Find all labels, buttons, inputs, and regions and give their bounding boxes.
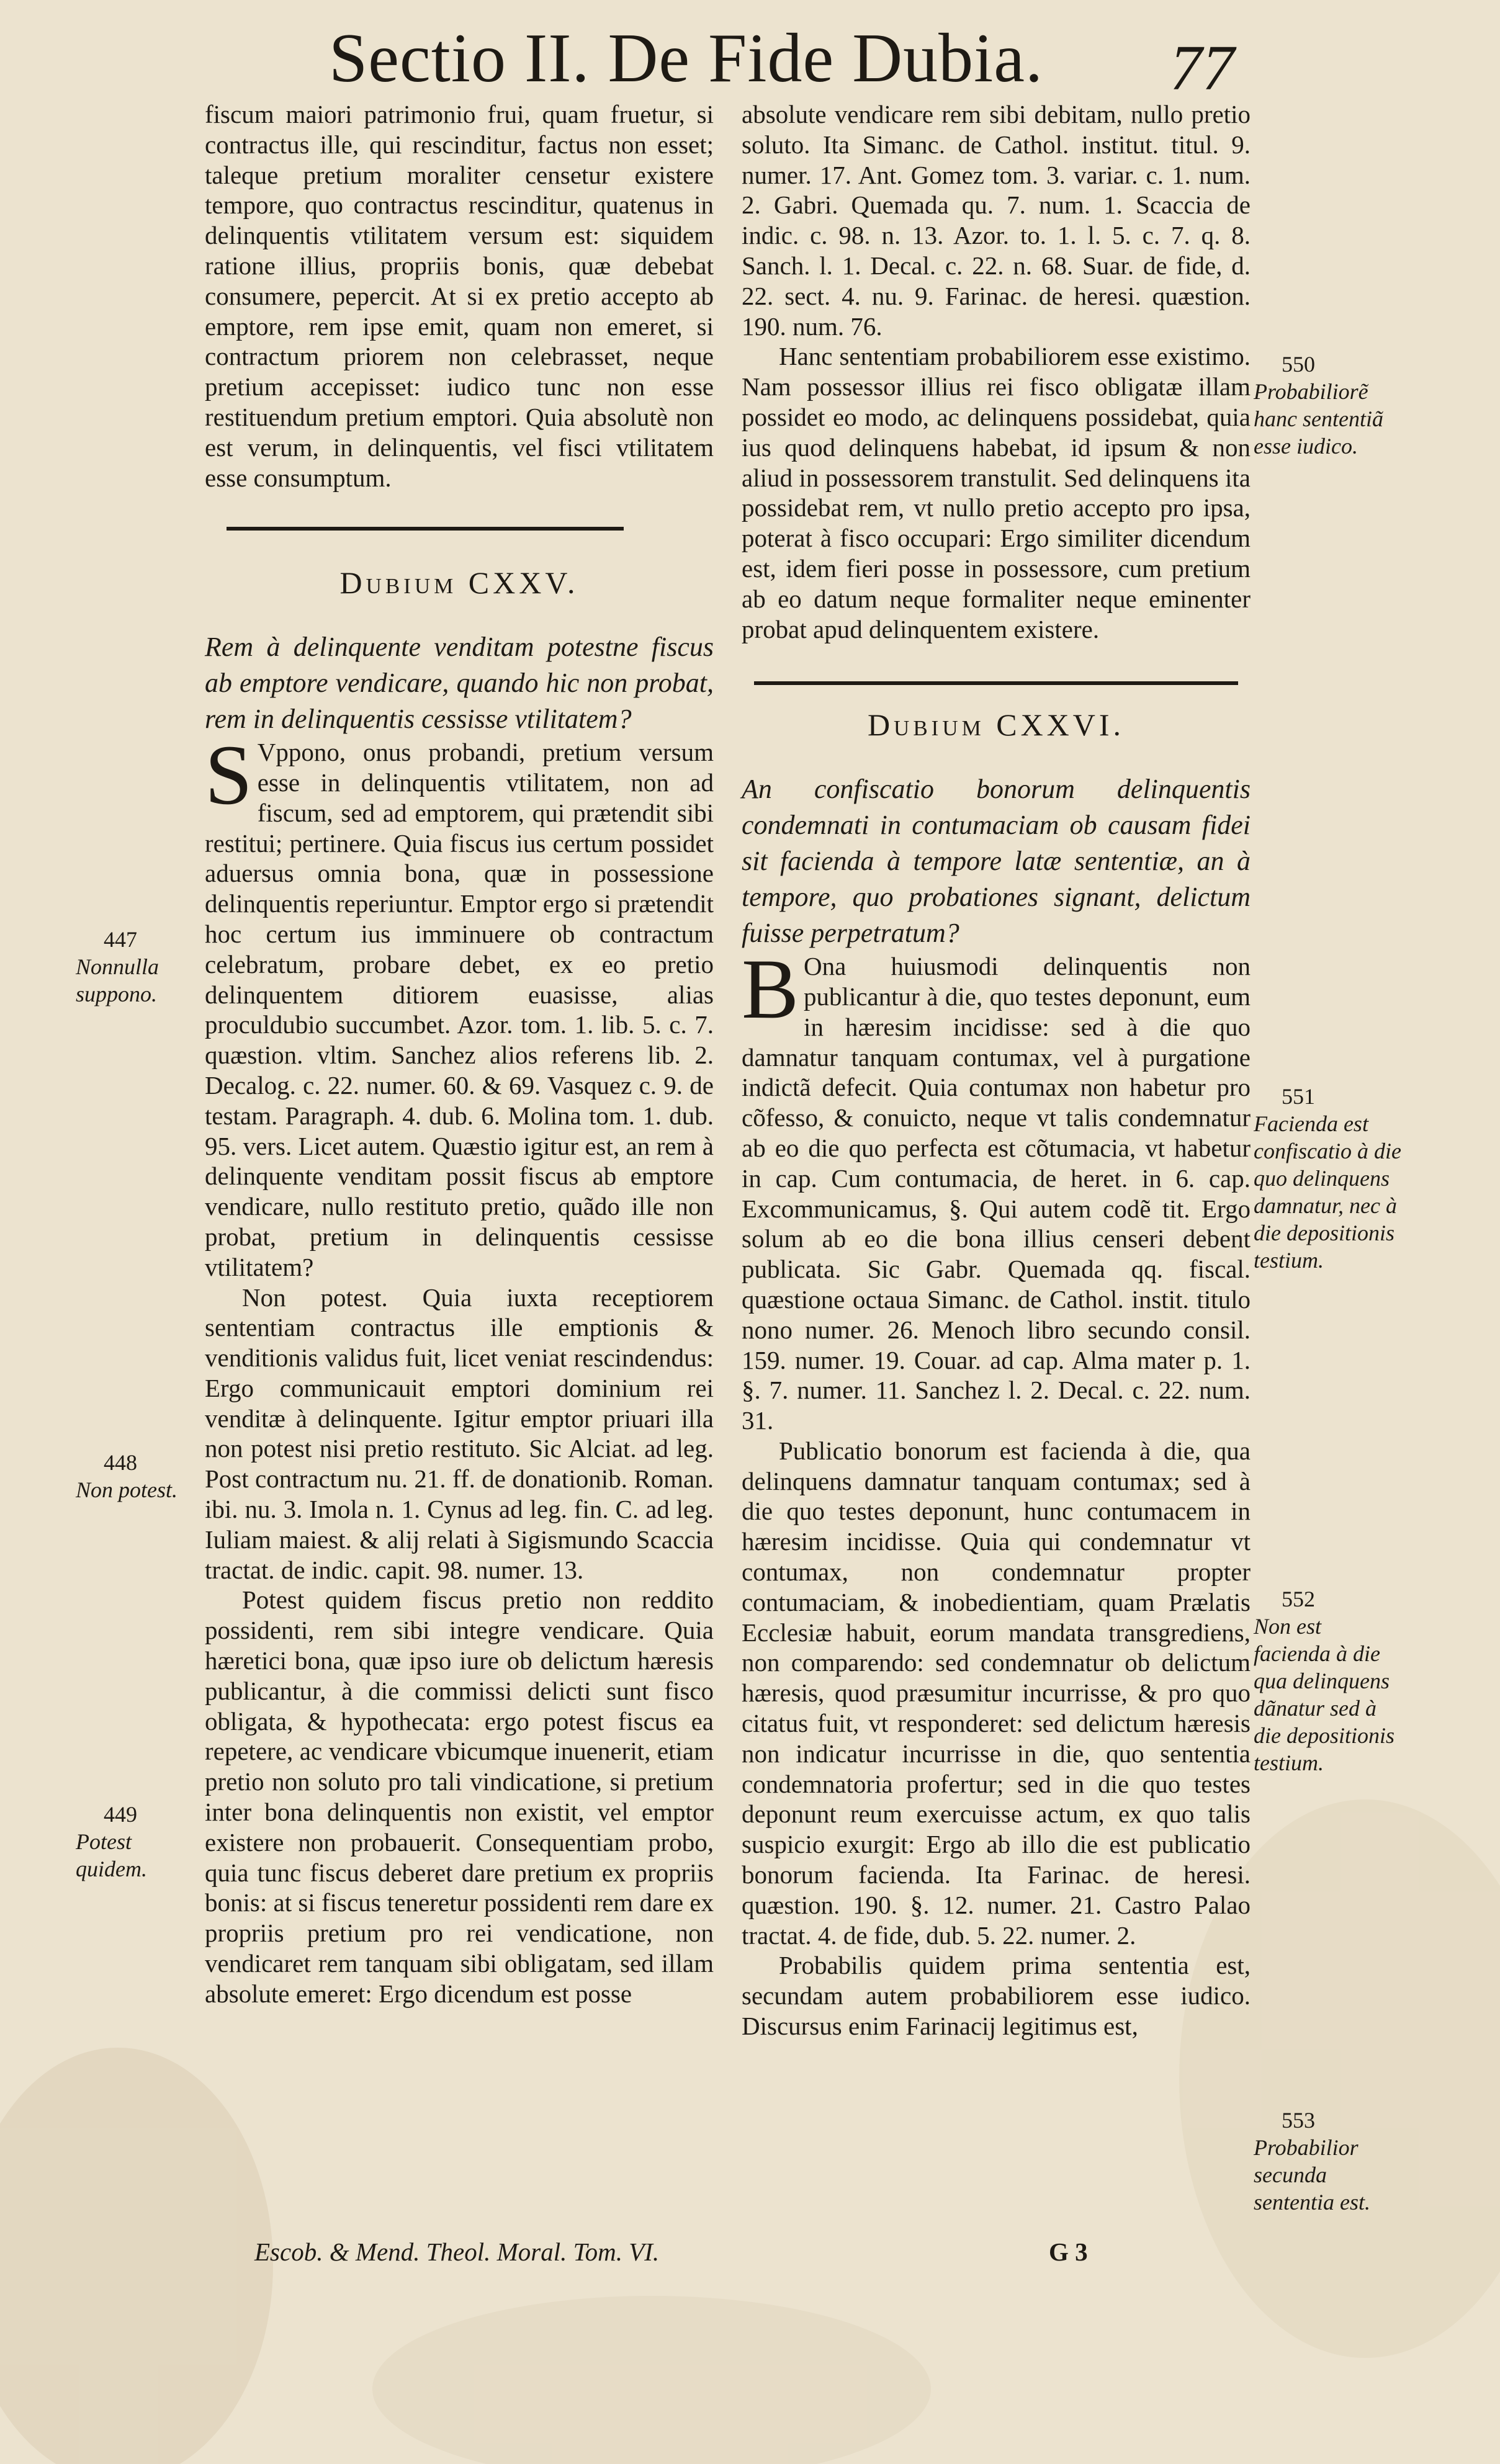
paragraph-448: Non potest. Quia iuxta receptiorem sententiam contractus ille emptionis & venditionis validus fuit, licet veniat rescindendus: Ergo communicauit emptori dominium rei venditæ à delinquente. Igitur emptor priuari illa non potest nisi pretio restituto. Sic Alciat. ad leg. Post contractum nu. 21. ff. de donationib. Roman. ibi. nu. 3. Imola n. 1. Cynus ad leg. fin. C. ad leg. Iuliam maiest. & alij relati à Sigismundo Scaccia tractat. de indic. capit. 98. numer. 13.: [205, 1283, 714, 1584]
margin-note-447: [76, 926, 206, 1008]
margin-note-text: Facienda est confiscatio à die quo delinquens damnatur, nec à die depositionis testium.: [1254, 1111, 1401, 1273]
dubium-heading: Dubium CXXV.: [339, 565, 579, 601]
dubium-heading: Dubium CXXVI.: [867, 707, 1125, 743]
page-header-title: Sectio II. De Fide Dubia.: [329, 20, 1043, 97]
question-heading: An confiscatio bonorum delinquentis condemnati in contumaciam ob causam fidei sit facienda à tempore latæ sententiæ, an à tempore, quo probationes signant, delictum fuisse perpetratum?: [742, 774, 1251, 949]
running-footer: Escob. & Mend. Theol. Moral. Tom. VI.: [254, 2238, 660, 2266]
signature-mark: G 3: [1049, 2238, 1088, 2266]
section-divider: [227, 527, 624, 531]
margin-note-448: [76, 1449, 206, 1503]
margin-note-number: 551: [1282, 1084, 1315, 1109]
margin-note-number: 447: [104, 927, 137, 952]
paragraph-551: [742, 941, 1251, 1436]
paragraph-553: Probabilis quidem prima sententia est, secundam autem probabiliorem esse iudico. Discursus enim Farinacij legitimus est,: [742, 1951, 1251, 2041]
left-column: [205, 99, 714, 2009]
drop-cap: S: [205, 727, 253, 823]
question-heading: Rem à delinquente venditam potestne fiscus ab emptore vendicare, quando hic non probat, rem in delinquentis cessisse vtilitatem?: [205, 632, 714, 735]
right-intro-paragraph: absolute vendicare rem sibi debitam, nullo pretio soluto. Ita Simanc. de Cathol. institut. titul. 9. numer. 17. Ant. Gomez tom. 3. variar. c. 1. num. 2. Gabri. Quemada qu. 7. num. 1. Scaccia de indic. c. 98. n. 13. Azor. to. 1. l. 5. c. 7. q. 8. Sanch. l. 1. Decal. c. 22. n. 68. Suar. de fide, d. 22. sect. 4. nu. 9. Farinac. de heresi. quæstion. 190. num. 76.: [742, 100, 1251, 341]
paragraph-552: Publicatio bonorum est facienda à die, qua delinquens damnatur tanquam contumax; sed à die quo testes deponunt, hunc contumacem in hæresim incidisse. Quia qui condemnatur vt contumax, non condemnatur propter contumaciam, & inobedientiam, quam Prælatis Ecclesiæ habuit, eorum mandata transgrediens, non comparendo: sed condemnatur ob delictum hæresis, quod præsumitur incurrisse, & pro quo citatus fuit, vt responderet: sed delictum hæresis non indicatur incurrisse in die, quo sententia condemnatoria profertur; sed in die quo testes deponunt reum exercuisse actum, ex quo talis suspicio exurgit: Ergo ab illo die est publicatio bonorum facienda. Ita Farinac. de heresi. quæstion. 190. §. 12. numer. 21. Castro Palao tractat. 4. de fide, dub. 5. 22. numer. 2.: [742, 1436, 1251, 1950]
right-column: [742, 99, 1251, 2041]
margin-note-550: [1254, 351, 1403, 460]
page-number: 77: [1170, 32, 1234, 104]
margin-note-553: [1254, 2107, 1403, 2216]
margin-note-text: Non est facienda à die qua delinquens dãnatur sed à die depositionis testium.: [1254, 1614, 1394, 1775]
margin-note-text: Probabilior secunda sententia est.: [1254, 2135, 1370, 2215]
margin-note-number: 553: [1282, 2108, 1315, 2133]
margin-note-449: [76, 1801, 206, 1883]
margin-note-text: Probabiliorẽ hanc sententiã esse iudico.: [1254, 379, 1383, 459]
section-divider: [754, 681, 1238, 685]
left-intro-paragraph: fiscum maiori patrimonio frui, quam fruetur, si contractus ille, qui rescinditur, factus non esset; taleque pretium moraliter censetur existere tempore, quo contractus rescinditur, quatenus in delinquentis vtilitatem versum est: siquidem ratione illius, propriis bonis, quæ debebat consumere, pepercit. At si ex pretio accepto ab emptore, rem ipse emit, quam non emeret, si contractum priorem non celebrasset, neque pretium accepisset: iudico tunc non esse restituendum pretium emptori. Quia absolutè non est verum, in delinquentis, vel fisci vtilitatem esse consumptum.: [205, 100, 714, 492]
margin-note-text: Potest quidem.: [76, 1829, 147, 1881]
paragraph-550: Hanc sententiam probabiliorem esse existimo. Nam possessor illius rei fisco obligatæ illam possidet eo modo, ac delinquens possidebat, quia ius quod delinquens habebat, id ipsum & non aliud in possessorem transtulit. Sed delinquens ita possidebat rem, vt nullo pretio accepto pro ipsa, poterat à fisco occupari: Ergo similiter dicendum est, idem fieri posse in possessore, cum pretium ab eo datum neque formaliter neque eminenter probat apud delinquentem existere.: [742, 342, 1251, 643]
paragraph-447-text: Vppono, onus probandi, pretium versum esse in delinquentis vtilitatem, non ad fiscum, sed ad emptorem, qui prætendit sibi restitui; pertinere. Quia fiscus ius certum possidet aduersus omnia bona, quæ in possessione delinquentis reperiuntur. Emptor ergo si prætendit hoc certum ius imminuere ob contractum celebratum, probare debet, ex eo pretio delinquentem ditiorem euasisse, alias proculdubio succumbet. Azor. tom. 1. lib. 5. c. 7. quæstion. vltim. Sanchez alios referens lib. 2. Decalog. c. 22. numer. 60. & 69. Vasquez c. 9. de testam. Paragraph. 4. dub. 6. Molina tom. 1. dub. 95. vers. Licet autem. Quæstio igitur est, an rem à delinquente venditam possit fiscus ab emptore vendicare, nullo restituto pretio, quãdo ille non probat, pretium in delinquentis cessisse vtilitatem?: [205, 738, 714, 1281]
paragraph-449: Potest quidem fiscus pretio non reddito possidenti, rem sibi integre vendicare. Quia hæretici bona, quæ ipso iure ob delictum hæresis publicantur, à die commissi delicti sunt fisco obligata, & hypothecata: ergo potest fiscus ea repetere, ac vendicare vbicumque inuenerit, etiam pretio non soluto pro tali vindicatione, si pretium inter bona delinquentis non existit, vel emptor existere non probauerit. Consequentiam probo, quia tunc fiscus deberet dare pretium ex propriis bonis: at si fiscus teneretur possidenti rem dare ex propriis pretium pro rei vendicatione, non vendicaret rem tanquam sibi obligatam, sed illam absolute emeret: Ergo dicendum est posse: [205, 1585, 714, 2008]
margin-note-551: [1254, 1083, 1403, 1274]
margin-note-552: [1254, 1585, 1403, 1776]
margin-note-number: 448: [104, 1450, 137, 1475]
margin-note-number: 449: [104, 1802, 137, 1827]
margin-note-number: 550: [1282, 352, 1315, 377]
drop-cap: B: [742, 941, 799, 1037]
paragraph-551-text: Ona huiusmodi delinquentis non publicantur à die, quo testes deponunt, eum in hæresim incidisse: sed à die quo damnatur tanquam contumax, vel à purgatione indictã defecit. Quia contumax non habetur pro cõfesso, & conuicto, neque vt talis condemnatur ab eo die quo perfecta est cõtumacia, vt habetur in cap. Cum contumacia, de heret. in 6. cap. Excommunicamus, §. Qui autem codẽ tit. Ergo solum ab eo die bona illius censeri debent publicata. Sic Gabr. Quemada qq. fiscal. quæstione octaua Simanc. de Cathol. instit. titulo nono numer. 26. Menoch libro secundo consil. 159. numer. 19. Couar. ad cap. Alma mater p. 1. §. 7. numer. 11. Sanchez l. 2. Decal. c. 22. num. 31.: [742, 952, 1251, 1435]
margin-note-text: Nonnulla suppono.: [76, 954, 159, 1006]
margin-note-text: Non potest.: [76, 1477, 178, 1502]
paragraph-447: [205, 727, 714, 1282]
margin-note-number: 552: [1282, 1587, 1315, 1611]
